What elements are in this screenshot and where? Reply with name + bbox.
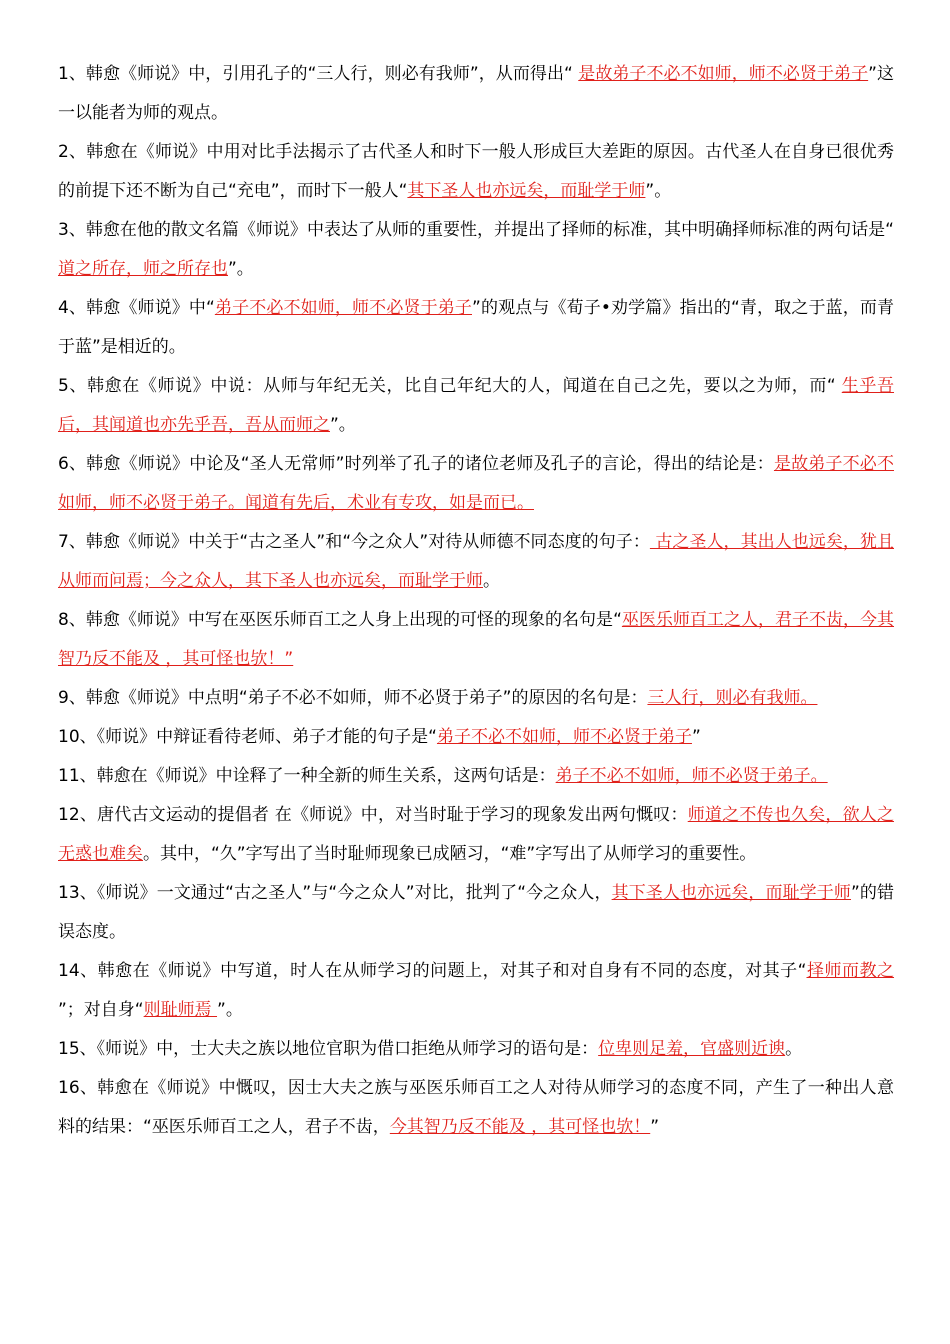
answer-text: 择师而教之 [806, 961, 895, 981]
answer-text: 古之圣人，其出人也远矣，犹且从师而问焉；今之众人，其下圣人也亦远矣，而耻学于师 [58, 532, 894, 591]
question-number: 4、 [58, 298, 87, 318]
question-text: ”的错误态度。 [58, 883, 894, 942]
question-text: 韩愈在《师说》中说：从师与年纪无关，比自己年纪大的人，闻道在自己之先，要以之为师，而“ [87, 376, 842, 396]
question-item [58, 55, 894, 133]
answer-text: 今其智乃反不能及 ，其可怪也欤！ [389, 1117, 651, 1137]
question-number: 6、 [58, 454, 87, 474]
answer-text: 则耻师焉 [143, 1000, 218, 1020]
question-text: 唐代古文运动的提倡者 在《师说》中，对当时耻于学习的现象发出两句慨叹： [97, 805, 688, 825]
question-item [58, 523, 894, 601]
question-text: 。其中，“久”字写出了当时耻师现象已成陋习，“难”字写出了从师学习的重要性。 [143, 844, 757, 864]
question-text: 韩愈《师说》中点明“弟子不必不如师，师不必贤于弟子”的原因的名句是： [85, 688, 648, 708]
question-item [58, 796, 894, 874]
question-text: 韩愈在《师说》中诠释了一种全新的师生关系，这两句话是： [96, 766, 556, 786]
question-item [58, 874, 894, 952]
question-number: 2、 [58, 142, 87, 162]
question-text: 韩愈在《师说》中用对比手法揭示了古代圣人和时下一般人形成巨大差距的原因。古代圣人在自身已很优秀的前提下还不断为自己“充电”，而时下一般人“ [58, 142, 894, 201]
question-item [58, 952, 894, 1030]
question-text: 韩愈《师说》中“ [86, 298, 215, 318]
question-text: 韩愈《师说》中写在巫医乐师百工之人身上出现的可怪的现象的名句是“ [85, 610, 622, 630]
question-text: 《师说》一文通过“古之圣人”与“今之众人”对比，批判了“今之众人， [96, 883, 612, 903]
question-text: 韩愈《师说》中，引用孔子的“三人行，则必有我师”，从而得出“ [85, 64, 579, 84]
answer-text: 其下圣人也亦远矣，而耻学于师 [611, 883, 851, 903]
answer-text: 弟子不必不如师，师不必贤于弟子 [214, 298, 472, 318]
question-list [58, 55, 894, 1147]
question-text: 韩愈《师说》中关于“古之圣人”和“今之众人”对待从师德不同态度的句子： [85, 532, 650, 552]
question-text: 韩愈在《师说》中慨叹，因士大夫之族与巫医乐师百工之人对待从师学习的态度不同，产生了一种出人意料的结果：“巫医乐师百工之人，君子不齿， [58, 1078, 895, 1137]
question-item [58, 601, 894, 679]
answer-text: 生乎吾后，其闻道也亦先乎吾，吾从而师之 [58, 376, 894, 435]
question-number: 7、 [58, 532, 86, 552]
answer-text: 位卑则足羞，官盛则近谀 [598, 1039, 786, 1059]
question-item [58, 679, 894, 718]
answer-text: 弟子不必不如师，师不必贤于弟子。 [555, 766, 828, 786]
question-text: ”；对自身“ [58, 1000, 144, 1020]
question-item [58, 211, 894, 289]
question-item [58, 289, 894, 367]
question-text: ”这一以能者为师的观点。 [58, 64, 894, 123]
question-text: ” [650, 1117, 660, 1137]
answer-text: 是故弟子不必不如师，师不必贤于弟子 [578, 64, 869, 84]
question-item [58, 1030, 894, 1069]
answer-text: 其下圣人也亦远矣，而耻学于师 [407, 181, 646, 201]
question-number: 15、 [58, 1039, 97, 1059]
question-item [58, 757, 894, 796]
question-text: ” [691, 727, 701, 747]
question-text: ”。 [217, 1000, 243, 1020]
question-number: 8、 [58, 610, 86, 630]
question-text: 韩愈在他的散文名篇《师说》中表达了从师的重要性，并提出了择师的标准，其中明确择师标准的两句话是“ [85, 220, 894, 240]
question-number: 3、 [58, 220, 86, 240]
question-item [58, 367, 894, 445]
question-text: 。 [483, 571, 500, 591]
answer-text: 是故弟子不必不如师，师不必贤于弟子。闻道有先后，术业有专攻，如是而已。 [58, 454, 894, 513]
question-text: 《师说》中辩证看待老师、弟子才能的句子是“ [96, 727, 437, 747]
answer-text: 巫医乐师百工之人，君子不齿，今其智乃反不能及 ，其可怪也欤！” [58, 610, 895, 669]
question-number: 9、 [58, 688, 86, 708]
question-text: 韩愈在《师说》中写道，时人在从师学习的问题上，对其子和对自身有不同的态度，对其子“ [97, 961, 807, 981]
answer-text: 弟子不必不如师，师不必贤于弟子 [436, 727, 692, 747]
question-text: ”。 [228, 259, 254, 279]
question-item [58, 133, 894, 211]
question-number: 5、 [58, 376, 88, 396]
question-text: 。 [785, 1039, 803, 1059]
question-text: ”。 [330, 415, 356, 435]
question-text: ”。 [645, 181, 672, 201]
question-number: 16、 [58, 1078, 98, 1098]
question-item [58, 718, 894, 757]
question-number: 14、 [58, 961, 98, 981]
question-number: 13、 [58, 883, 97, 903]
question-text: 《师说》中，士大夫之族以地位官职为借口拒绝从师学习的语句是： [96, 1039, 599, 1059]
question-number: 10、 [58, 727, 97, 747]
question-number: 1、 [58, 64, 86, 84]
question-number: 11、 [58, 766, 97, 786]
question-number: 12、 [58, 805, 98, 825]
question-item [58, 445, 894, 523]
answer-text: 师道之不传也久矣，欲人之无惑也难矣 [58, 805, 894, 864]
question-text: 韩愈《师说》中论及“圣人无常师”时列举了孔子的诸位老师及孔子的言论，得出的结论是： [86, 454, 774, 474]
question-item [58, 1069, 894, 1147]
answer-text: 三人行，则必有我师。 [647, 688, 818, 708]
question-text: ”的观点与《荀子•劝学篇》指出的“青，取之于蓝，而青于蓝”是相近的。 [58, 298, 895, 357]
answer-text: 道之所存，师之所存也 [58, 259, 228, 279]
